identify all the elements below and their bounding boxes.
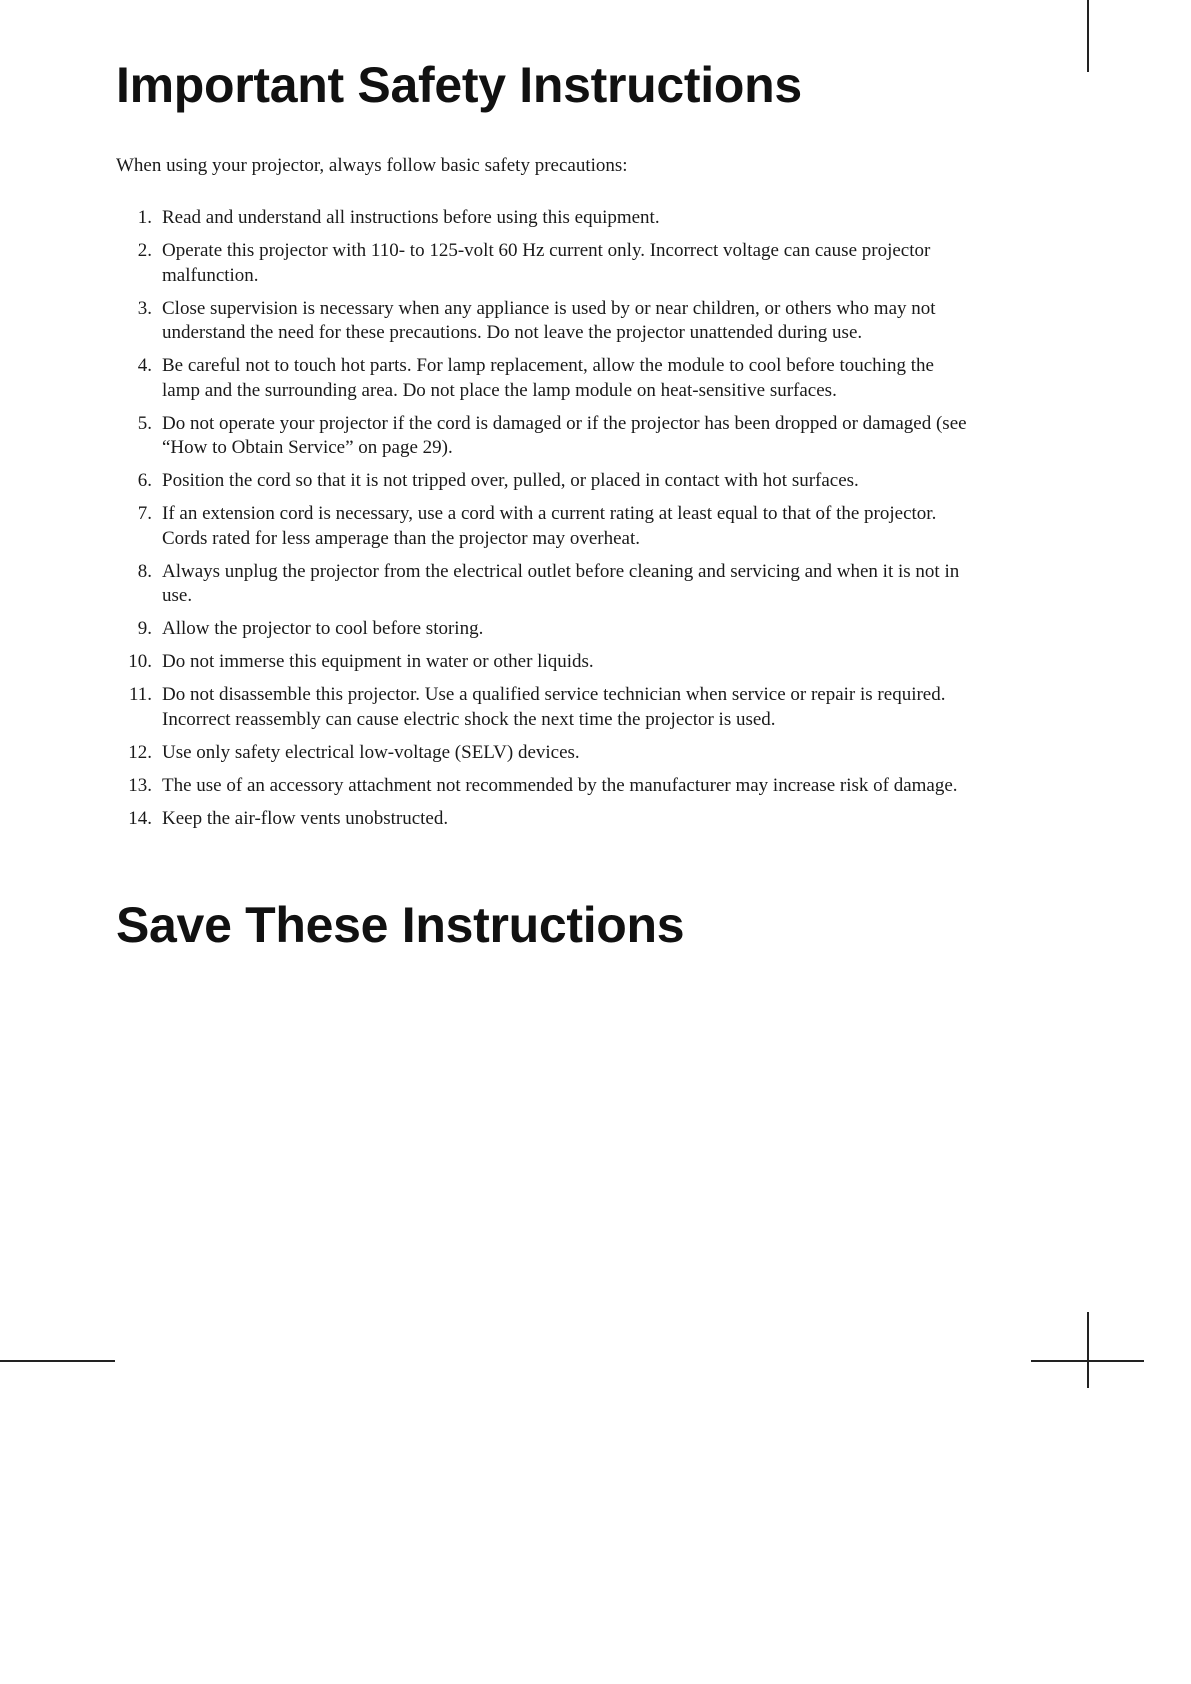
item-text: Allow the projector to cool before storing. — [162, 618, 484, 639]
item-text: Close supervision is necessary when any appliance is used by or near children, or others who may not understand the need for these precautions. Do not leave the projector unattended during use. — [162, 297, 936, 343]
crop-mark-top-right — [1087, 0, 1089, 72]
item-text: Position the cord so that it is not tripped over, pulled, or placed in contact with hot surfaces. — [162, 470, 859, 491]
item-text: Use only safety electrical low-voltage (SELV) devices. — [162, 741, 580, 763]
list-item — [116, 206, 976, 231]
item-number: 2 . — [116, 239, 152, 288]
list-item — [116, 469, 976, 494]
item-text: Do not immerse this equipment in water or other liquids. — [162, 651, 594, 672]
item-number: 5 . — [116, 412, 152, 461]
item-number: 4 . — [116, 354, 152, 403]
item-text: Do not operate your projector if the cord is damaged or if the projector has been dropped or damaged (see “How to Obtain Service” on page 29). — [162, 412, 967, 458]
item-number: 14 . — [116, 807, 152, 832]
item-number: 13 . — [116, 774, 152, 799]
item-text: Keep the air-flow vents unobstructed. — [162, 807, 449, 829]
list-item — [116, 617, 976, 642]
item-text: Be careful not to touch hot parts. For lamp replacement, allow the module to cool before touching the lamp and the surrounding area. Do not place the lamp module on heat-sensitive surfaces. — [162, 355, 934, 401]
item-number: 11 . — [116, 683, 152, 732]
list-item — [116, 807, 976, 832]
list-item — [116, 741, 976, 766]
list-item — [116, 560, 976, 609]
crop-mark-bottom-right — [1087, 1312, 1089, 1388]
item-number: 9 . — [116, 617, 152, 642]
list-item — [116, 683, 976, 732]
list-item — [116, 354, 976, 403]
list-item — [116, 502, 976, 551]
crop-mark-left — [0, 1360, 115, 1362]
item-text: Always unplug the projector from the electrical outlet before cleaning and servicing and when it is not in use. — [162, 560, 960, 606]
item-number: 8 . — [116, 560, 152, 609]
intro-text: When using your projector, always follow basic safety precautions: — [116, 155, 628, 176]
safety-instructions-list — [116, 206, 976, 840]
list-item — [116, 239, 976, 288]
item-number: 6 . — [116, 469, 152, 494]
item-number: 7 . — [116, 502, 152, 551]
item-text: If an extension cord is necessary, use a cord with a current rating at least equal to that of the projector. Cords rated for less amperage than the projector may overheat. — [162, 503, 937, 549]
list-item — [116, 412, 976, 461]
save-instructions-heading: Save These Instructions — [116, 897, 685, 953]
page-title: Important Safety Instructions — [116, 57, 802, 113]
item-number: 3 . — [116, 297, 152, 346]
list-item — [116, 774, 976, 799]
item-number: 10 . — [116, 650, 152, 675]
item-text: Do not disassemble this projector. Use a qualified service technician when service or repair is required. Incorrect reassembly can cause electric shock the next time the projector is used. — [162, 684, 946, 730]
item-number: 12 . — [116, 741, 152, 766]
item-number: 1 . — [116, 206, 152, 231]
item-text: Operate this projector with 110- to 125-volt 60 Hz current only. Incorrect voltage can cause projector malfunction. — [162, 240, 931, 286]
item-text: Read and understand all instructions before using this equipment. — [162, 207, 660, 228]
item-text: The use of an accessory attachment not recommended by the manufacturer may increase risk of damage. — [162, 774, 958, 796]
list-item — [116, 297, 976, 346]
list-item — [116, 650, 976, 675]
